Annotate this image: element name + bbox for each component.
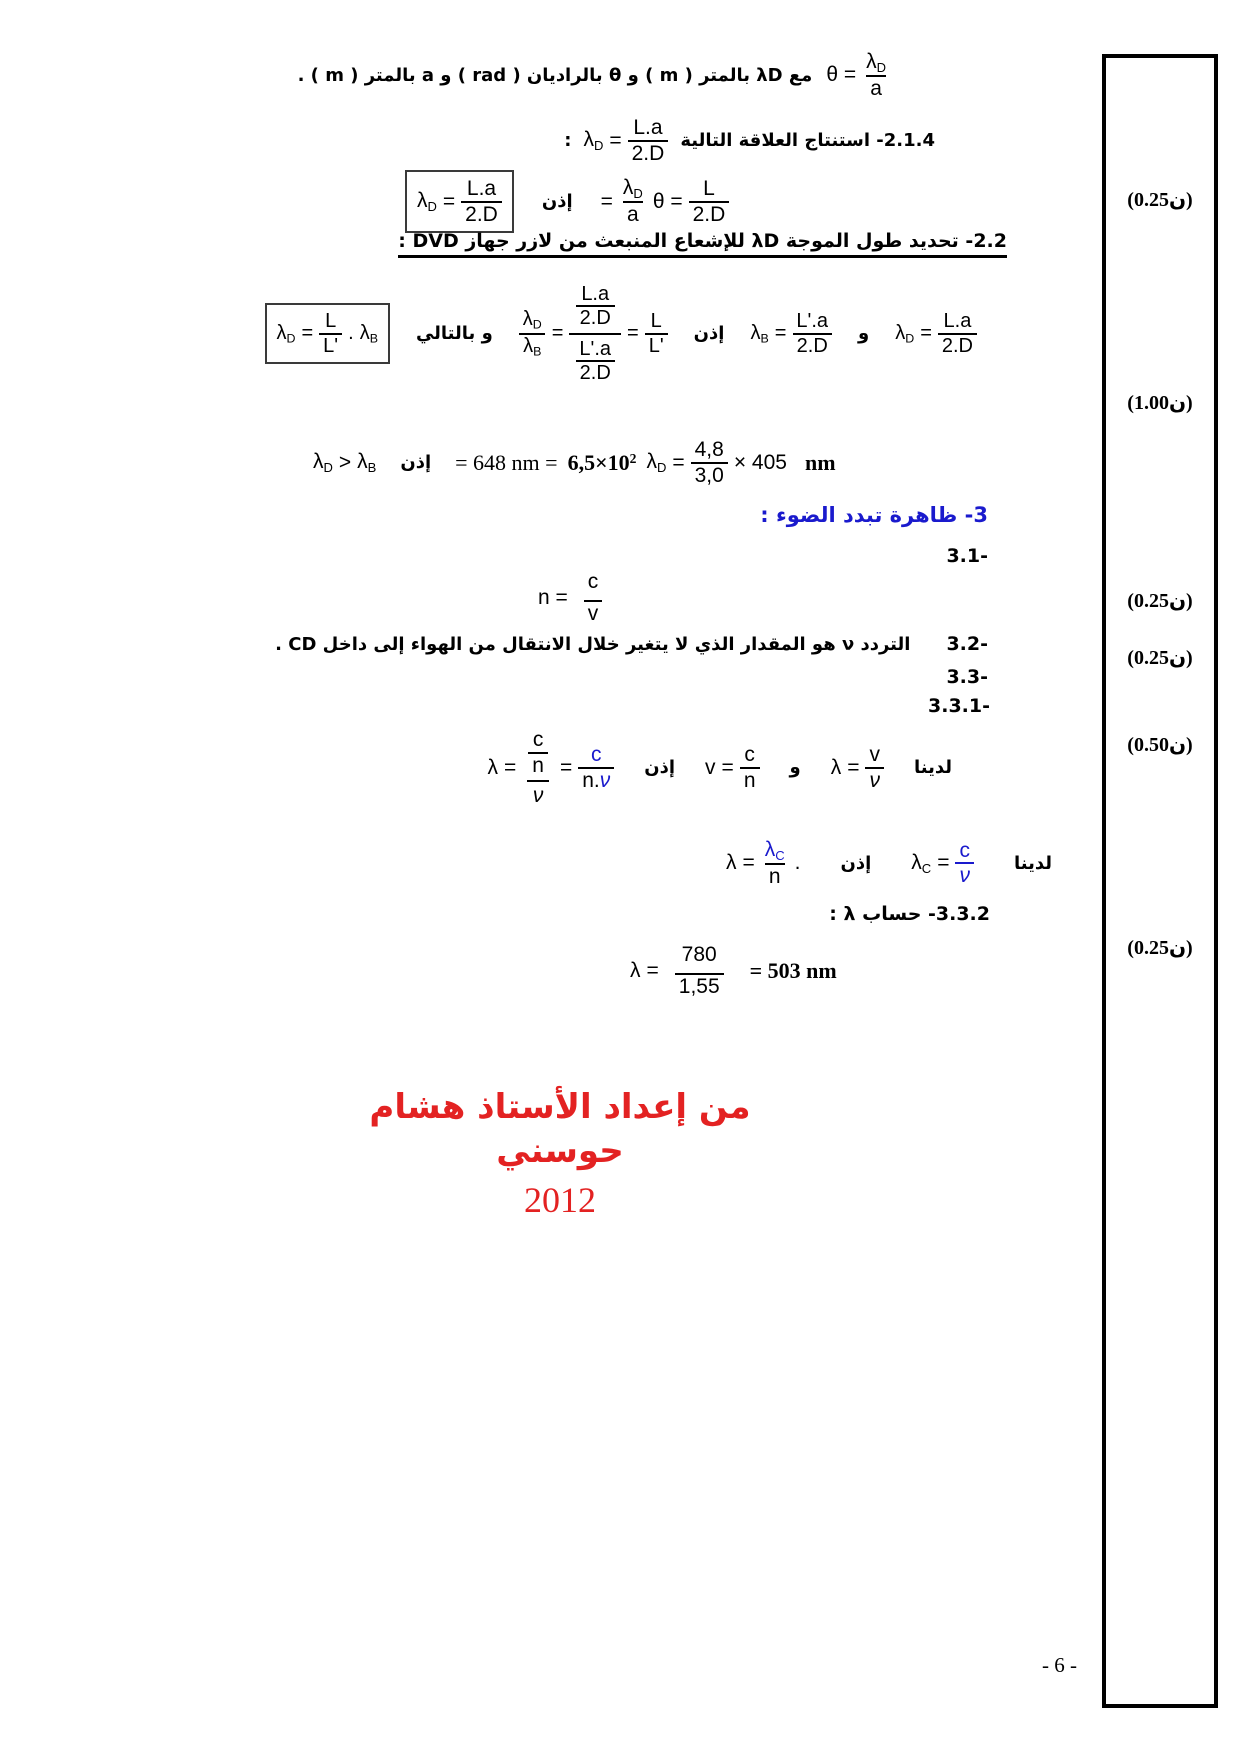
section-2-2-title-row [398,230,1007,258]
fraction-48-over-30: $\frac{4,8}{3,0}$ [691,438,728,487]
boxed-final-relation: $\lambda_D$ = $\frac{L}{L'}$ . $\lambda_B$ [265,303,390,364]
lambda-comparison: $\lambda_D$ > $\lambda_B$ [313,450,377,475]
idan-word: إذن [541,191,573,213]
idan-word: إذن [400,452,432,474]
formula-v-c-n: v = $\frac{c}{n}$ [705,743,759,792]
item-2-1-4-label: 2.1.4- استنتاج العلاقة التالية [680,130,935,152]
fraction-lambdaC-over-n: $\frac{\lambda_C}{n}$ [764,838,785,889]
footer-year: 2012 [524,1180,596,1221]
cavity-wavelength-row [726,838,1052,889]
formula-lambdaD: $\lambda_D$ = $\frac{L.a}{2.D}$ [895,310,977,357]
grade-mark-2: (ن1.00) [1127,392,1193,414]
item-3-1-row [946,545,988,567]
wabittali-word: و بالتالي [415,323,493,345]
fraction-lambdaD-over-a: $\frac{\lambda_D}{a}$ [622,176,643,227]
item-3-3-2-row [829,903,990,925]
equation-conclusion-row [405,170,729,233]
fraction-La-over-2D: $\frac{L.a}{2.D}$ [938,310,977,357]
fraction-La-over-2D: $\frac{L.a}{2.D}$ [461,177,502,226]
fraction-La-over-2D: $\frac{L.a}{2.D}$ [628,116,669,165]
fraction-c-over-nu-blue: $\frac{c}{\nu}$ [955,839,974,888]
fraction-780-over-155: $\frac{780}{1,55}$ [675,943,724,998]
fraction-c-over-n: $\frac{c}{n}$ [740,743,760,792]
fraction-L-over-Lp: $\frac{L}{L'}$ [645,310,668,357]
wavelength-derivation-row [488,728,952,807]
grade-mark-5: (ن0.50) [1127,734,1193,756]
result-648: = 648 nm = [455,449,558,475]
nested-fraction: $\frac{\frac{L.a}{2.D}}{\frac{L'.a}{2.D}}$ [569,283,621,385]
ladayna-word: لدينا [913,757,952,779]
grading-column [1102,54,1218,1708]
unit-nm: nm [804,449,836,475]
section-2-2-title: 2.2- تحديد طول الموجة λD للإشعاع المنبعث من لازر جهاز DVD : [398,230,1007,258]
derivation-2-1-4 [564,116,935,165]
idan-word: إذن [840,852,872,874]
item-3-3-2-label: 3.3.2- حساب λ : [829,903,990,925]
idan-word: إذن [644,757,676,779]
formula-lambda-c-n-nu: λ = $\frac{\frac{c}{n}}{\nu}$ = $\frac{c}{n.\nu}$ [488,728,615,807]
footer-credit-block [330,1085,790,1221]
grade-mark-6: (ن0.25) [1127,937,1193,959]
lambda-equals: λ = [630,958,659,982]
formula-lambdaD-La-2D: $\lambda_D$ = $\frac{L.a}{2.D}$ [583,116,668,165]
numeric-result-line [313,438,836,487]
grade-mark-4: (ن0.25) [1127,647,1193,669]
boxed-lambdaD-formula: $\lambda_D$ = $\frac{L.a}{2.D}$ [405,170,514,233]
idan-word: إذن [693,323,725,345]
item-3-1-label: 3.1- [946,545,988,567]
fraction-L-over-Lp: $\frac{L}{L'}$ [319,310,342,357]
section-3-title: 3- ظاهرة تبدد الضوء : [760,503,988,527]
item-3-2-row [275,633,988,655]
waw-word: و [789,757,801,779]
formula-lambdaB: $\lambda_B$ = $\frac{L'.a}{2.D}$ [750,310,832,357]
formula-lambdaC-c-nu: $\lambda_C$ = $\frac{c}{\nu}$ [911,839,974,888]
fraction-c-over-v: $\frac{c}{v}$ [584,570,603,625]
grade-mark-1: (ن0.25) [1127,189,1193,211]
grade-mark-3: (ن0.25) [1127,590,1193,612]
item-3-2-number: 3.2- [946,633,988,655]
item-3-3-label: 3.3- [946,666,988,688]
item-3-2-text: التردد ν هو المقدار الذي لا يتغير خلال الانتقال من الهواء إلى داخل CD . [275,633,911,655]
page-number: - 6 - [1042,1653,1077,1677]
footer-credit-text: من إعداد الأستاذ هشام حوسني [369,1087,751,1172]
fraction-lambdaD-over-a: $\frac{\lambda_D}{a}$ [866,50,886,101]
ratio-equation: $\frac{\lambda_D}{\lambda_B}$ = $\frac{\frac{L.a}{2.D}}{\frac{L'.a}{2.D}}$ = $\frac{L}{L'}$ [519,283,668,385]
fraction-L-over-2D: $\frac{L}{2.D}$ [689,177,730,226]
wavelength-comparison-row [265,283,977,385]
lambda-calculation-row [630,943,837,998]
theta-equals: θ = [652,189,683,213]
theta-derivation: = $\frac{\lambda_D}{a}$ θ = $\frac{L}{2.D}$ [601,176,730,227]
item-3-3-1-label: 3.3.1- [928,695,990,717]
formula-lambda-v-nu: λ = $\frac{v}{\nu}$ [831,743,884,792]
header-units-line [298,50,890,101]
formula-lambda-lambdaC-n: λ = $\frac{\lambda_C}{n}$ . [726,838,801,889]
units-sentence: مع λD بالمتر ( m ) و θ بالراديان ( rad ) و a بالمتر ( m ) . [297,64,813,86]
coefficient-bold: $6,5\times 10^2$ [567,449,637,475]
fraction-lambdaD-over-lambdaB: $\frac{\lambda_D}{\lambda_B}$ [519,308,546,359]
formula-theta [826,50,890,101]
item-3-3-1-row [928,695,990,717]
fraction-Lpa-over-2D: $\frac{L'.a}{2.D}$ [792,310,832,357]
item-3-3-row [946,666,988,688]
refractive-index-formula [538,570,602,625]
ladayna-word: لدينا [1013,852,1052,874]
waw-word: و [858,323,870,345]
theta-equals: θ = [826,63,857,87]
lambda-calculation-expression: $\lambda_D$ = $\frac{4,8}{3,0}$ × 405 [646,438,787,487]
n-equals: n = [538,585,568,609]
section-3-title-row [760,503,988,527]
result-503nm: = 503 nm [749,957,837,983]
fraction-v-over-nu: $\frac{v}{\nu}$ [865,743,884,792]
fraction-c-over-n-nu: $\frac{c}{n.\nu}$ [578,743,614,792]
colon: : [564,130,572,152]
nested-fraction-c-n-over-nu: $\frac{\frac{c}{n}}{\nu}$ [522,728,554,807]
